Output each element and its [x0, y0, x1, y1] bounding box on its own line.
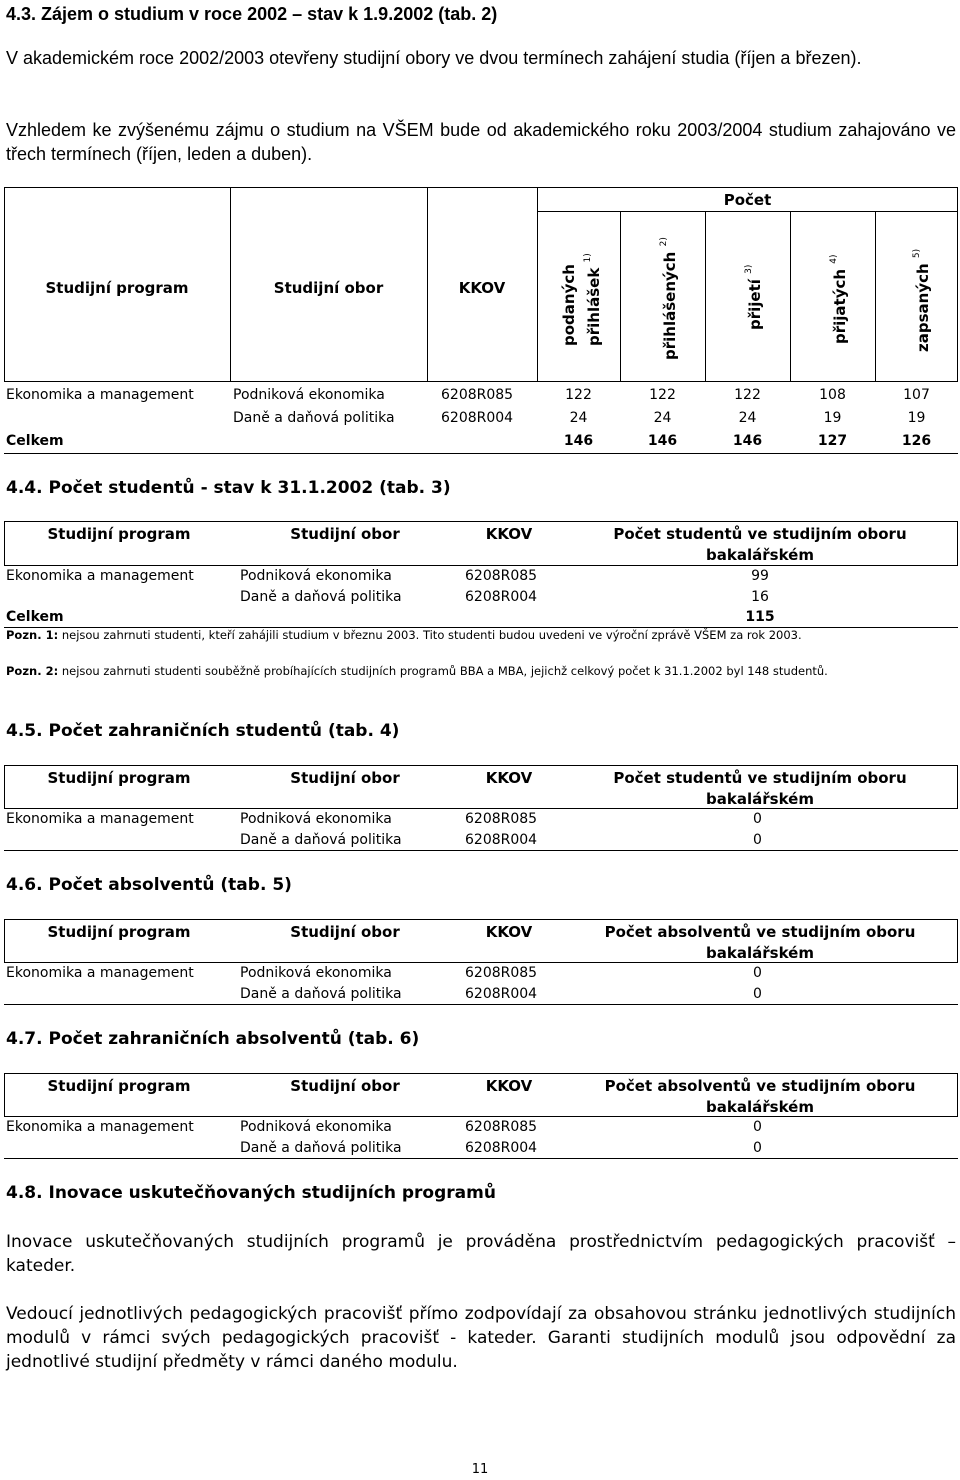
tab2-header-program: Studijní program: [45, 279, 189, 297]
tab2-row2-obor: Daně a daňová politika: [233, 410, 395, 426]
tab2-row1-v3: 122: [734, 387, 761, 403]
tab6-row2-value: 0: [753, 1140, 762, 1156]
tab2-total-v4: 127: [817, 433, 848, 449]
tab2-row1-v1: 122: [565, 387, 592, 403]
paragraph-intro-2: Vzhledem ke zvýšenému zájmu o studium na VŠEM bude od akademického roku 2003/2004 studium zahajováno ve třech termínech (říjen, leden a duben).: [6, 120, 956, 164]
section-heading-4-8: 4.8. Inovace uskutečňovaných studijních programů: [6, 1183, 496, 1203]
tab6-row1-kkov: 6208R085: [465, 1119, 538, 1135]
paragraph-inovace-1: Inovace uskutečňovaných studijních programů je prováděna prostřednictvím pedagogických pracovišť – kateder.: [6, 1232, 956, 1276]
tab2-header-prihlasek: přihlášek $^{1)}$: [583, 253, 603, 346]
note-2: Pozn. 2: nejsou zahrnuti studenti souběžně probíhajících studijních programů BBA a MBA, jejichž celkový počet k 31.1.2002 byl 148 studentů.: [6, 664, 828, 678]
tab2-row2-v3: 24: [738, 410, 757, 426]
tab5-header-kkov: KKOV: [485, 923, 533, 941]
tab2-row2-v1: 24: [569, 410, 588, 426]
tab2-header-podanych: podaných: [560, 264, 578, 346]
tab6-header-obor: Studijní obor: [290, 1077, 400, 1095]
tab2-row2-kkov: 6208R004: [441, 410, 514, 426]
tab3-total-value: 115: [745, 609, 775, 625]
tab6-row2-kkov: 6208R004: [465, 1140, 538, 1156]
tab5-row2-obor: Daně a daňová politika: [240, 986, 402, 1002]
tab2-row1-obor: Podniková ekonomika: [233, 387, 385, 403]
tab3-header-kkov: KKOV: [485, 525, 533, 543]
tab3-row2-obor: Daně a daňová politika: [240, 589, 402, 605]
tab5-row1-kkov: 6208R085: [465, 965, 538, 981]
tab6-header-count: Počet absolventů ve studijním oboru: [604, 1077, 916, 1095]
tab4-header-obor: Studijní obor: [290, 769, 400, 787]
tab5-row2-kkov: 6208R004: [465, 986, 538, 1002]
tab2-total-v2: 146: [647, 433, 678, 449]
tab6-row1-program: Ekonomika a management: [6, 1119, 194, 1135]
tab2-header-prijeti: přijetí $^{3)}$: [744, 264, 764, 330]
tab6-header-kkov: KKOV: [485, 1077, 533, 1095]
tab2-header-kkov: KKOV: [458, 279, 506, 297]
tab2-row1-kkov: 6208R085: [441, 387, 514, 403]
tab2-total-v1: 146: [563, 433, 594, 449]
tab6-row2-obor: Daně a daňová politika: [240, 1140, 402, 1156]
tab5-row1-value: 0: [753, 965, 762, 981]
tab4-header-count: Počet studentů ve studijním oboru: [613, 769, 907, 787]
tab3-header-program: Studijní program: [47, 525, 191, 543]
tab3-row1-obor: Podniková ekonomika: [240, 568, 392, 584]
note-1: Pozn. 1: nejsou zahrnuti studenti, kteří zahájili studium v březnu 2003. Tito studenti budou uvedeni ve výroční zprávě VŠEM za rok 2003.: [6, 628, 802, 642]
tab4-header-count-2: bakalářském: [706, 790, 814, 808]
tab2-row2-v5: 19: [907, 410, 926, 426]
tab4-row2-obor: Daně a daňová politika: [240, 832, 402, 848]
tab4-row1-kkov: 6208R085: [465, 811, 538, 827]
tab3-row2-value: 16: [751, 589, 769, 605]
tab2-row1-v4: 108: [819, 387, 846, 403]
tab2-total-label: Celkem: [6, 433, 64, 449]
tab2-row2-v2: 24: [653, 410, 672, 426]
section-heading-4-7: 4.7. Počet zahraničních absolventů (tab. 6): [6, 1029, 420, 1049]
section-heading-4-3: 4.3. Zájem o studium v roce 2002 – stav k 1.9.2002 (tab. 2): [6, 4, 498, 24]
tab2-row1-v2: 122: [649, 387, 676, 403]
tab2-header-obor: Studijní obor: [273, 279, 384, 297]
tab3-header-count: Počet studentů ve studijním oboru: [613, 525, 907, 543]
tab4-row1-value: 0: [753, 811, 762, 827]
tab2-header-zapsanych: zapsaných $^{5)}$: [912, 248, 932, 352]
tab2-total-v3: 146: [732, 433, 763, 449]
tab6-header-count-2: bakalářském: [706, 1098, 814, 1116]
tab5-header-program: Studijní program: [47, 923, 191, 941]
tab2-header-prijatych: přijatých $^{4)}$: [829, 254, 849, 344]
section-heading-4-6: 4.6. Počet absolventů (tab. 5): [6, 875, 292, 895]
tab6-row1-obor: Podniková ekonomika: [240, 1119, 392, 1135]
tab4-row2-value: 0: [753, 832, 762, 848]
tab3-row2-kkov: 6208R004: [465, 589, 538, 605]
tab6-row1-value: 0: [753, 1119, 762, 1135]
tab2-header-prihlasenych: přihlášených $^{2)}$: [659, 237, 679, 360]
tab5-header-count-2: bakalářském: [706, 944, 814, 962]
tab2-row1-v5: 107: [903, 387, 930, 403]
tab6-header-program: Studijní program: [47, 1077, 191, 1095]
tab3-row1-kkov: 6208R085: [465, 568, 538, 584]
tab4-header-kkov: KKOV: [485, 769, 533, 787]
tab3-row1-program: Ekonomika a management: [6, 568, 194, 584]
tab3-header-count-2: bakalářském: [706, 546, 814, 564]
tab5-row1-obor: Podniková ekonomika: [240, 965, 392, 981]
page-number: 11: [471, 1462, 489, 1477]
tab2-header-pocet: Počet: [723, 191, 772, 209]
section-heading-4-5: 4.5. Počet zahraničních studentů (tab. 4): [6, 721, 400, 741]
tab4-row1-program: Ekonomika a management: [6, 811, 194, 827]
tab4-header-program: Studijní program: [47, 769, 191, 787]
tab3-row1-value: 99: [751, 568, 769, 584]
tab3-header-obor: Studijní obor: [290, 525, 400, 543]
tab5-header-count: Počet absolventů ve studijním oboru: [604, 923, 916, 941]
tab2-row2-v4: 19: [823, 410, 842, 426]
section-heading-4-4: 4.4. Počet studentů - stav k 31.1.2002 (tab. 3): [6, 478, 451, 498]
tab4-row1-obor: Podniková ekonomika: [240, 811, 392, 827]
tab3-total-label: Celkem: [6, 609, 64, 625]
tab2-total-v5: 126: [901, 433, 932, 449]
paragraph-intro-1: V akademickém roce 2002/2003 otevřeny studijní obory ve dvou termínech zahájení studia (říjen a březen).: [6, 48, 862, 68]
tab5-row1-program: Ekonomika a management: [6, 965, 194, 981]
tab2-row1-program: Ekonomika a management: [6, 387, 194, 403]
tab4-row2-kkov: 6208R004: [465, 832, 538, 848]
paragraph-inovace-2: Vedoucí jednotlivých pedagogických pracovišť přímo zodpovídají za obsahovou stránku jednotlivých studijních modulů v rámci svých pedagogických pracovišť - kateder. Garanti studijních modulů jsou odpovědní za jednotlivé studijní předměty v rámci daného modulu.: [6, 1304, 956, 1372]
tab5-row2-value: 0: [753, 986, 762, 1002]
tab5-header-obor: Studijní obor: [290, 923, 400, 941]
